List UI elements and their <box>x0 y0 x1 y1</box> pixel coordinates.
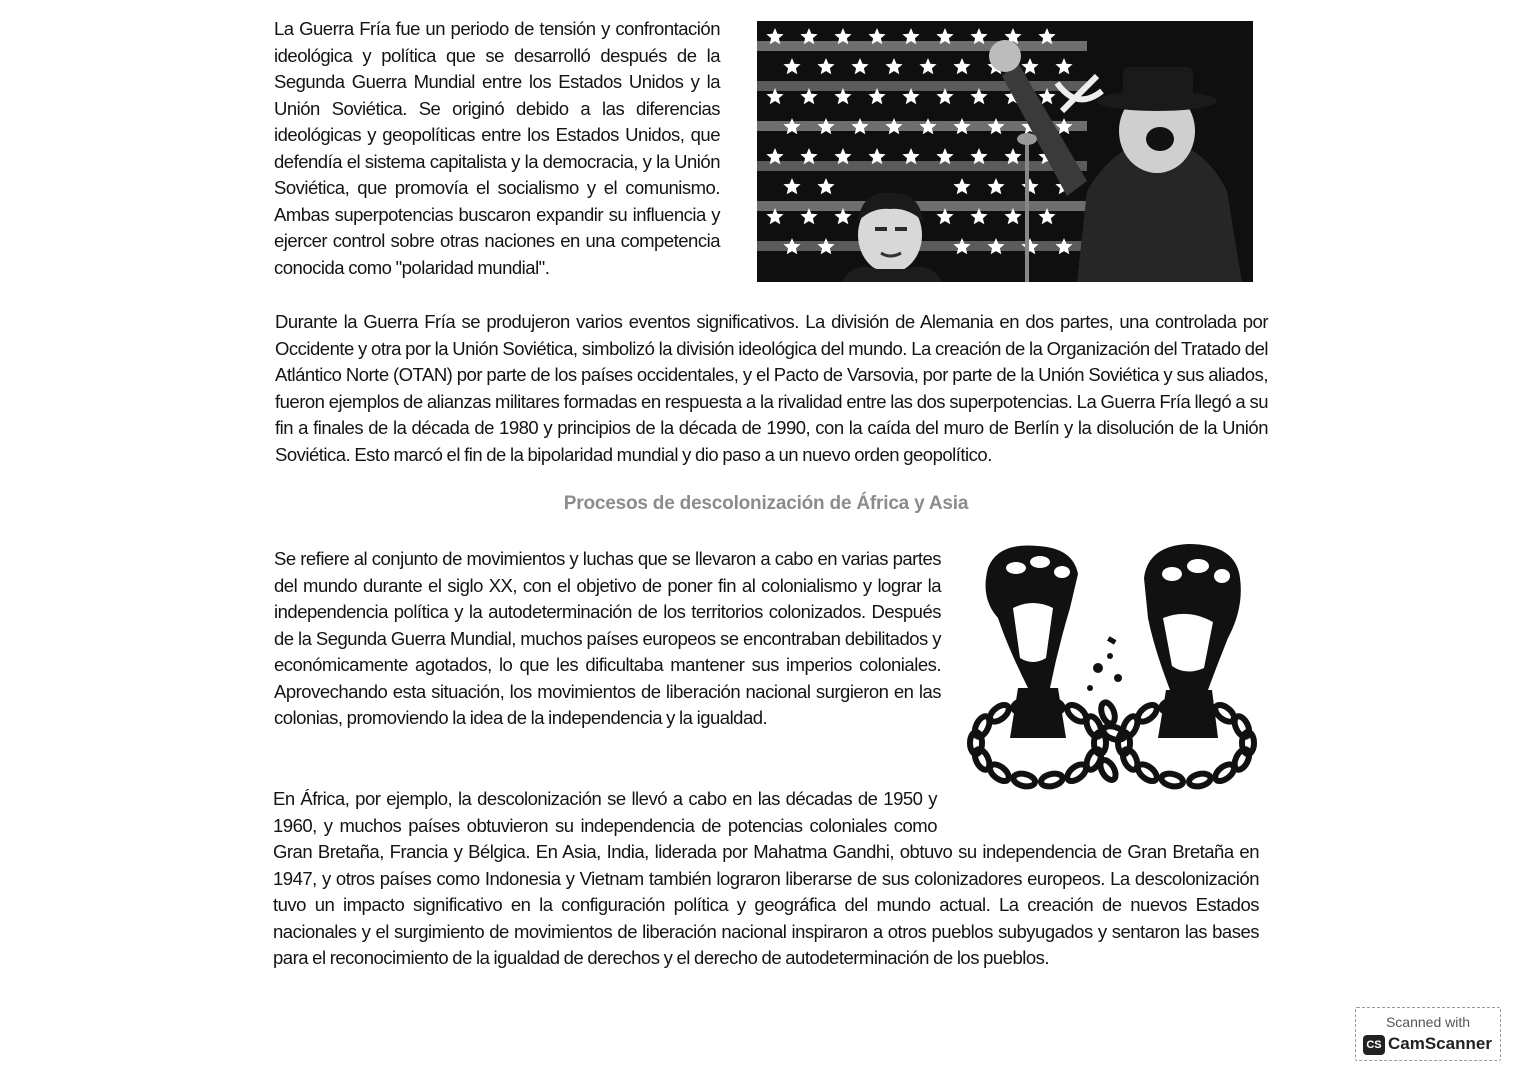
section-heading-decolonization: Procesos de descolonización de África y Asia <box>563 493 969 514</box>
paragraph-decolonization-examples-text: En África, por ejemplo, la descolonización se llevó a cabo en las décadas de 1950 y 1960, y muchos países obtuvieron su independencia de potencias coloniales como Gran Bretaña, Francia y Bélgica. En Asia, India, liderada por Mahatma Gandhi, obtuvo su independencia de Gran Bretaña en 1947, y otros países como Indonesia y Vietnam también lograron liberarse de sus colonizadores europeos. La descolonización tuvo un impacto significativo en la configuración política y geográfica del mundo actual. La creación de nuevos Estados nacionales y el surgimiento de movimientos de liberación nacional inspiraron a otros pueblos subyugados y sentaron las bases para el reconocimiento de la igualdad de derechos y el derecho de autodeterminación de los pueblos. <box>273 788 1259 968</box>
scanned-with-caption: Scanned with <box>1385 1014 1471 1030</box>
camscanner-logo-icon: CS <box>1363 1035 1385 1055</box>
broken-chains-icon <box>958 538 1262 814</box>
float-spacer <box>937 786 1259 826</box>
paragraph-decolonization-examples <box>273 786 1259 972</box>
camscanner-badge <box>1355 1007 1501 1061</box>
cold-war-flag-icon <box>757 21 1253 282</box>
camscanner-brand: CamScanner <box>1388 1034 1492 1053</box>
paragraph-cold-war-events: Durante la Guerra Fría se produjeron varios eventos significativos. La división de Alemania en dos partes, una controlada por Occidente y otra por la Unión Soviética, simbolizó la división ideológica del mundo. La creación de la Organización del Tratado del Atlántico Norte (OTAN) por parte de los países occidentales, y el Pacto de Varsovia, por parte de la Unión Soviética y sus aliados, fueron ejemplos de alianzas militares formadas en respuesta a la rivalidad entre las dos superpotencias. La Guerra Fría llegó a su fin a finales de la década de 1980 y principios de la década de 1990, con la caída del muro de Berlín y la disolución de la Unión Soviética. Esto marcó el fin de la bipolaridad mundial y dio paso a un nuevo orden geopolítico. <box>275 311 1268 465</box>
paragraph-cold-war-intro: La Guerra Fría fue un periodo de tensión y confrontación ideológica y política que se desarrolló después de la Segunda Guerra Mundial entre los Estados Unidos y la Unión Soviética. Se originó debido a las diferencias ideológicas y geopolíticas entre los Estados Unidos, que defendía el sistema capitalista y la democracia, y la Unión Soviética, que promovía el socialismo y el comunismo. Ambas superpotencias buscaron expandir su influencia y ejercer control sobre otras naciones en una competencia conocida como "polaridad mundial". <box>274 18 720 278</box>
cold-war-illustration <box>757 21 1253 282</box>
broken-chains-illustration <box>958 538 1262 814</box>
paragraph-decolonization-intro: Se refiere al conjunto de movimientos y luchas que se llevaron a cabo en varias partes del mundo durante el siglo XX, con el objetivo de poner fin al colonialismo y lograr la independencia política y la autodeterminación de los territorios colonizados. Después de la Segunda Guerra Mundial, muchos países europeos se encontraban debilitados y económicamente agotados, lo que les dificultaba mantener sus imperios coloniales. Aprovechando esta situación, los movimientos de liberación nacional surgieron en las colonias, promoviendo la idea de la independencia y la igualdad. <box>274 548 941 728</box>
